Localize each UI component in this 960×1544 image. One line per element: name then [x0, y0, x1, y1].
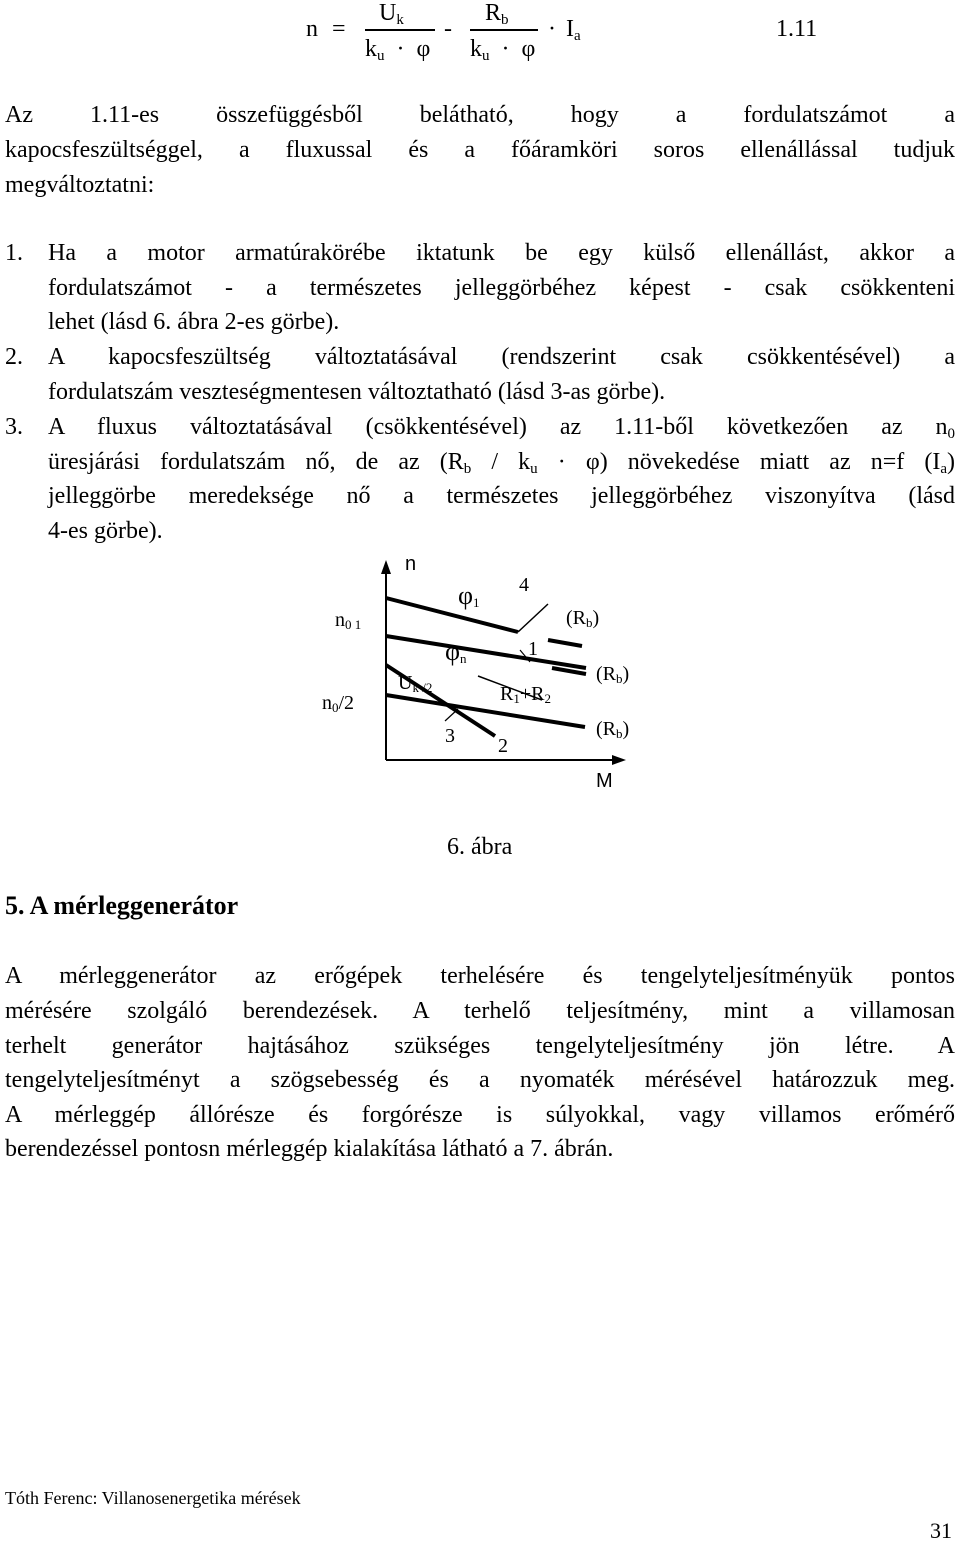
section-para-line-6: berendezéssel pontosn mérleggép kialakítása látható a 7. ábrán. [5, 1136, 614, 1162]
axis-x-label: M [596, 770, 613, 792]
formula-num2: $R_b$ [485, 0, 509, 28]
label-curve-2: 2 [498, 735, 508, 757]
y-axis-arrow [381, 560, 391, 574]
curve-3 [386, 695, 585, 727]
formula-number: 1.11 [776, 16, 818, 42]
item-1-line-3: lehet (lásd 6. ábra 2-es görbe). [48, 309, 340, 335]
section-heading: 5. A mérleggenerátor [5, 891, 239, 920]
label-rb-1: (Rb) [566, 607, 600, 630]
label-rb-2: (Rb) [596, 663, 630, 686]
item-3-number: 3. [5, 414, 23, 440]
item-2-number: 2. [5, 344, 23, 370]
label-curve-4: 4 [519, 574, 529, 596]
label-phin: φn [445, 637, 467, 666]
label-curve-3: 3 [445, 725, 455, 747]
label-curve-1: 1 [528, 638, 538, 660]
curve-natural [386, 598, 518, 632]
item-1-line-2: fordulatszámot - a természetes jelleggörbéhez képest - csak csökkenteni [48, 275, 955, 301]
formula-dot: · [548, 16, 556, 42]
formula-equals: = [332, 16, 346, 42]
axis-y-label: n [405, 553, 417, 575]
formula-lhs: n [306, 16, 318, 42]
formula-num1: $U_k$ [379, 0, 404, 28]
intro-line-3: megváltoztatni: [5, 172, 155, 198]
formula-den2: $k_u \cdot \varphi$ [470, 36, 536, 64]
curve-4-leader [518, 604, 548, 632]
label-uk-half: Uk /2 [398, 672, 433, 695]
x-axis-arrow [612, 755, 626, 765]
item-3-line-4: 4-es görbe). [48, 518, 163, 544]
formula-current: $I_a$ [566, 16, 581, 44]
label-r1-r2: R1+R2 [500, 683, 551, 706]
intro-line-2: kapocsfeszültséggel, a fluxussal és a főáramköri soros ellenállással tudjuk [5, 137, 955, 163]
item-1-line-1: Ha a motor armatúrakörébe iktatunk be egy külső ellenállást, akkor a [48, 240, 955, 266]
curve-2-leader [480, 725, 494, 737]
section-para-line-2: mérésére szolgáló berendezések. A terhelő teljesítmény, mint a villamosan [5, 998, 955, 1024]
footer-author: Tóth Ferenc: Villanosenergetika mérések [5, 1488, 301, 1508]
item-1-number: 1. [5, 240, 23, 266]
section-para-line-3: terhelt generátor hajtásához szükséges tengelyteljesítmény jön létre. A [5, 1033, 955, 1059]
section-para-line-1: A mérleggenerátor az erőgépek terhelésére és tengelyteljesítményük pontos [5, 963, 955, 989]
item-3-line-1: A fluxus változtatásával (csökkentésével) az 1.11-ből következően az $n_0$ [48, 414, 955, 442]
formula-den1: $k_u \cdot \varphi$ [365, 36, 431, 64]
intro-line-1: Az 1.11-es összefüggésből belátható, hogy a fordulatszámot a [5, 102, 955, 128]
label-rb-3: (Rb) [596, 718, 630, 741]
section-para-line-5: A mérleggép állórésze és forgórésze is súlyokkal, vagy villamos erőmérő [5, 1102, 955, 1128]
label-phi1: φ1 [458, 581, 480, 610]
footer-page-number: 31 [930, 1518, 952, 1543]
section-para-line-4: tengelyteljesítményt a szögsebesség és a nyomaték mérésével határozzuk meg. [5, 1067, 955, 1093]
label-n01: n0 1 [335, 609, 362, 632]
item-3-line-2: üresjárási fordulatszám nő, de az $(R_b / k_u \cdot \varphi)$ növekedése miatt az n=f $(I_a)$ [48, 449, 955, 477]
figure-caption: 6. ábra [447, 834, 513, 860]
label-n0-half: n0/2 [322, 692, 355, 715]
item-3-line-3: jelleggörbe meredeksége nő a természetes jelleggörbéhez viszonyítva (lásd [48, 483, 955, 509]
item-2-line-2: fordulatszám veszteségmentesen változtatható (lásd 3-as görbe). [48, 379, 666, 405]
curve-rb-1 [548, 640, 582, 646]
formula-minus: - [444, 16, 452, 42]
item-2-line-1: A kapocsfeszültség változtatásával (rendszerint csak csökkentésével) a [48, 344, 955, 370]
